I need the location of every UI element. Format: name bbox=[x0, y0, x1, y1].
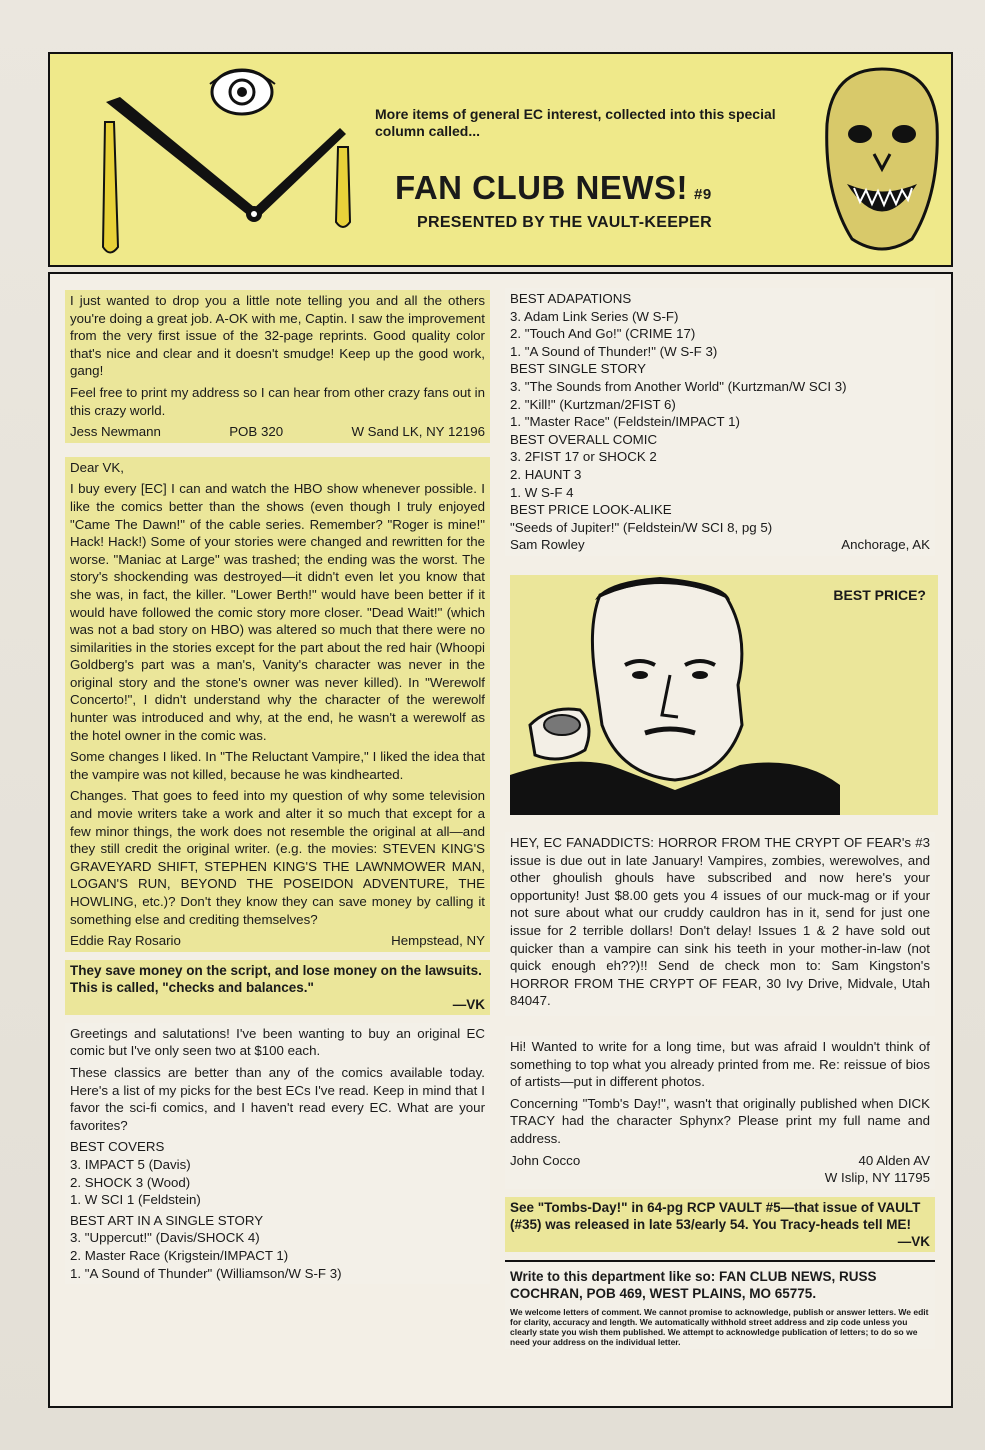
letter-paragraph: Greetings and salutations! I've been wanting to buy an original EC comic but I've only seen two at $100 each. bbox=[70, 1025, 485, 1059]
crypt-of-fear-ad bbox=[505, 832, 935, 1016]
list-item: 3. "The Sounds from Another World" (Kurtzman/W SCI 3) bbox=[510, 378, 847, 394]
letter-paragraph: Hi! Wanted to write for a long time, but was afraid I wouldn't think of something to top what you already printed from me. Re: reissue of bios of artists—put in different photos. bbox=[510, 1038, 930, 1090]
signature-name: Sam Rowley bbox=[510, 537, 585, 553]
list-item: 3. IMPACT 5 (Davis) bbox=[70, 1156, 191, 1172]
reply-sign: —VK bbox=[452, 996, 485, 1012]
list-title: BEST ADAPATIONS bbox=[510, 291, 632, 306]
vk-reply bbox=[505, 1197, 935, 1252]
letter-eddie-ray-rosario bbox=[65, 457, 490, 952]
letter-sam-rowley bbox=[505, 288, 935, 556]
list-item: "Seeds of Jupiter!" (Feldstein/W SCI 8, pg 5) bbox=[510, 519, 773, 535]
right-column-bottom bbox=[505, 832, 935, 1357]
list-item: 1. "Master Race" (Feldstein/IMPACT 1) bbox=[510, 414, 740, 430]
letter-paragraph: I buy every [EC] I can and watch the HBO show whenever possible. I like the comics better than the shows (even though I truly enjoyed "Came The Dawn!" of the cable series. Remember? "Roger is mine!" Hack! Hack!) Some of your stories were changed and rewritten for the worse. "Maniac at Large" was trashed; the ending was the worst. The story's shockending was destroyed—it didn't even let you know that she was, in fact, the killer. "Lower Berth!" would have been better if it would have followed the comic story more closer. "Dead Wait!" (which was not a bad story on HBO) was altered so much that there were no similarities in the stories except for the part about the red hair (Whoopi Goldberg's part was a man's, Vanity's character was never in the original story and the stone's owner was never killed). In "Werewolf Concerto!", I didn't understand why the character of the werewolf hunter was introduced and why, at the end, he wasn't a werewolf as the hotel owner in the comic was. bbox=[70, 481, 485, 743]
letter-john-cocco bbox=[505, 1036, 935, 1189]
right-column-top bbox=[505, 288, 935, 564]
signature-addr2: W Islip, NY 11795 bbox=[824, 1170, 930, 1186]
list-title: BEST OVERALL COMIC bbox=[510, 431, 658, 447]
list-item: 2. "Touch And Go!" (CRIME 17) bbox=[510, 326, 696, 342]
ad-text: HEY, EC FANADDICTS: HORROR FROM THE CRYPT OF FEAR's #3 issue is due out in late January! Vampires, zombies, werewolves, and other ghoulish ghouls have subscribed and now here's your opportunity! Just $8.00 gets you 4 issues of our muck-mag or if your not sure about what our cruddy cauldron has in it, send for just one issue for 2 terrible dollars! Don't delay! Issues 1 & 2 have sold out quicker than a vampire can sink his teeth in your mother-in-law (not quick enough eh??)!! Send de check mon to: Sam Kingston's HORROR FROM THE CRYPT OF FEAR, 30 Ivy Drive, Midvale, Utah 84047. bbox=[510, 835, 930, 1009]
header-panel bbox=[48, 52, 953, 267]
letter-paragraph: Feel free to print my address so I can hear from other crazy fans out in this crazy world. bbox=[70, 384, 485, 418]
signature-addr1: 40 Alden AV bbox=[858, 1152, 930, 1168]
list-title: BEST COVERS bbox=[70, 1139, 165, 1155]
list-item: 2. HAUNT 3 bbox=[510, 466, 582, 482]
list-item: 1. "A Sound of Thunder" (Williamson/W S-F 3) bbox=[70, 1265, 342, 1281]
best-art-list bbox=[70, 1229, 485, 1282]
page-subtitle: PRESENTED BY THE VAULT-KEEPER bbox=[417, 214, 712, 231]
signature-name: Jess Newmann bbox=[70, 424, 161, 440]
list-item: 2. SHOCK 3 (Wood) bbox=[70, 1174, 191, 1190]
list-title: BEST PRICE LOOK-ALIKE bbox=[510, 502, 672, 518]
letter-paragraph: Concerning "Tomb's Day!", wasn't that originally published when DICK TRACY had the character Sphynx? Please print my full name and address. bbox=[510, 1095, 930, 1146]
signature-city: Hempstead, NY bbox=[391, 933, 485, 949]
left-column bbox=[65, 290, 490, 1292]
letter-paragraph: Some changes I liked. In "The Reluctant Vampire," I liked the idea that the vampire was not killed, because he was kindhearted. bbox=[70, 749, 485, 782]
best-single-story-list bbox=[510, 378, 930, 431]
eye-hands-logo bbox=[70, 62, 370, 262]
vault-keeper-face-illustration bbox=[822, 64, 942, 259]
signature-city: Anchorage, AK bbox=[841, 537, 930, 553]
letter-salutation: Dear VK, bbox=[70, 459, 124, 475]
signature-city: W Sand LK, NY 12196 bbox=[351, 424, 485, 440]
signature-pob: POB 320 bbox=[229, 424, 284, 440]
list-item: 1. "A Sound of Thunder!" (W S-F 3) bbox=[510, 343, 718, 359]
issue-number: #9 bbox=[693, 186, 712, 203]
list-item: 2. "Kill!" (Kurtzman/2FIST 6) bbox=[510, 396, 676, 412]
best-price-caption: BEST PRICE? bbox=[833, 587, 926, 603]
letter-best-ecs bbox=[65, 1023, 490, 1284]
best-covers-list bbox=[70, 1156, 485, 1209]
header-intro: More items of general EC interest, collected into this special column called... bbox=[375, 106, 776, 139]
best-price-illustration bbox=[510, 575, 938, 815]
fine-print: We welcome letters of comment. We cannot promise to acknowledge, publish or answer letters. We edit for clarity, accuracy and length. We automatically withhold street address and zip code unless you clearly state you wish them published. We attempt to acknowledge publication of letters; to do so we need your address on the individual letter. bbox=[510, 1306, 929, 1347]
list-title: BEST SINGLE STORY bbox=[510, 361, 646, 377]
signature-name: John Cocco bbox=[510, 1152, 581, 1168]
list-item: 3. 2FIST 17 or SHOCK 2 bbox=[510, 449, 657, 465]
list-item: 1. W S-F 4 bbox=[510, 484, 574, 500]
man-portrait-illustration bbox=[510, 575, 840, 815]
signature bbox=[510, 1152, 930, 1170]
best-adaptations-list bbox=[510, 308, 930, 361]
vk-reply bbox=[65, 960, 490, 1015]
list-item: 3. Adam Link Series (W S-F) bbox=[510, 308, 679, 324]
list-title: BEST ART IN A SINGLE STORY bbox=[70, 1212, 264, 1228]
letter-paragraph: Changes. That goes to feed into my question of why some television and movie writers take a work and alter it so much that except for a few minor things, the work does not resemble the original at all—and they still credit the original writer. (e.g. the movies: STEVEN KING'S GRAVEYARD SHIFT, STEPHEN KING'S THE LAWNMOWER MAN, LOGAN'S RUN, BEYOND THE POSEIDON ADVENTURE, THE HOWLING, etc.)? Don't they know they can save money by calling it something else and crediting themselves? bbox=[70, 788, 485, 927]
list-item: 3. "Uppercut!" (Davis/SHOCK 4) bbox=[70, 1230, 260, 1246]
reply-text: See "Tombs-Day!" in 64-pg RCP VAULT #5—that issue of VAULT (#35) was released in late 53/early 54. You Tracy-heads tell ME! bbox=[510, 1199, 921, 1232]
signature bbox=[510, 536, 930, 554]
signature bbox=[70, 423, 485, 441]
signature bbox=[70, 932, 485, 950]
write-to-address: Write to this department like so: FAN CLUB NEWS, RUSS COCHRAN, POB 469, WEST PLAINS, MO 65775. bbox=[510, 1268, 877, 1301]
page-title bbox=[395, 169, 712, 207]
reply-sign: —VK bbox=[897, 1233, 930, 1249]
title-text: FAN CLUB NEWS! bbox=[395, 169, 688, 206]
reply-text: They save money on the script, and lose money on the lawsuits. This is called, "checks and balances." bbox=[70, 962, 482, 995]
letter-paragraph: These classics are better than any of the comics available today. Here's a list of my picks for the best ECs I've read. Keep in mind that I favor the sci-fi comics, and I haven't read every EC. What are your favorites? bbox=[70, 1064, 485, 1133]
list-item: 2. Master Race (Krigstein/IMPACT 1) bbox=[70, 1247, 289, 1263]
letter-jess-newmann bbox=[65, 290, 490, 443]
best-overall-list bbox=[510, 448, 930, 501]
signature-name: Eddie Ray Rosario bbox=[70, 933, 181, 949]
list-item: 1. W SCI 1 (Feldstein) bbox=[70, 1192, 201, 1208]
letter-paragraph: I just wanted to drop you a little note telling you and all the others you're doing a great job. A-OK with me, Captin. I saw the improvement from the very first issue of the 32-page reprints. Good quality color that's nice and clear and it doesn't smudge! Keep up the good work, gang! bbox=[70, 293, 485, 379]
submission-info bbox=[505, 1260, 935, 1349]
